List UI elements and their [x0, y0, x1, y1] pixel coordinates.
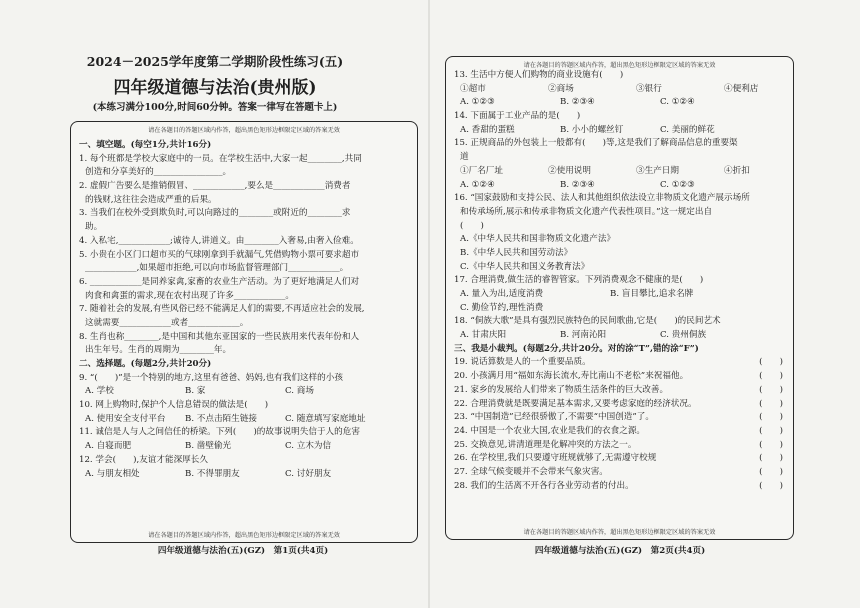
option-choice: B. ②③④ [560, 179, 595, 190]
answer-frame-right [445, 56, 794, 540]
judgement-question [454, 439, 785, 453]
question-line: 15. 正规商品的外包装上一般都有( )等,这是我们了解商品信息的重要渠 [454, 138, 738, 149]
answer-options [79, 440, 409, 454]
questions-right [454, 69, 785, 493]
answer-bracket: ( ) [759, 384, 783, 395]
option-choice: C. 立木为信 [285, 441, 332, 452]
option-choice: A. 甘肃庆阳 [460, 330, 507, 341]
judgement-question [454, 370, 785, 384]
option-choice: ①超市 [460, 83, 486, 94]
judgement-question [454, 398, 785, 412]
judgement-text: 28. 我们的生活离不开各行各业劳动者的付出。 [454, 480, 634, 491]
judgement-text: 23. “中国制造”已经很骄傲了,不需要“中国创造”了。 [454, 412, 654, 423]
answer-bracket: ( ) [759, 453, 783, 464]
option-choice: ②使用说明 [548, 165, 591, 176]
option-choice: A. ①②④ [460, 179, 495, 190]
option-choice: C. 贵州侗族 [660, 330, 707, 341]
question-line: 13. 生活中方便人们购物的商业设施有( ) [454, 70, 624, 80]
judgement-text: 27. 全球气候变暖并不会带来气象灾害。 [454, 466, 608, 477]
question-line: C.《中华人民共和国义务教育法》 [460, 261, 590, 272]
question-line: 5. 小贵在小区门口超市买的气球刚拿到手就漏气,凭借购物小票可要求超市 [79, 249, 360, 260]
judgement-question [454, 466, 785, 480]
answer-bracket: ( ) [759, 466, 783, 477]
question-line: 8. 生肖也称________,是中国和其他东亚国家的一些民族用来代表年份和人 [79, 331, 360, 342]
option-choice: B. 家 [185, 386, 206, 397]
option-choice: C. 商场 [285, 386, 314, 397]
notice-bottom-right: 请在各题目的答题区域内作答，超出黑色矩形边框限定区域的答案无效 [523, 529, 716, 536]
judgement-text: 20. 小孩满月用“福如东海长流水,寿比南山不老松”来祝福他。 [454, 371, 689, 382]
page-footer-right: 四年级道德与法治(五)(GZ) 第2页(共4页) [534, 546, 706, 556]
answer-bracket: ( ) [759, 480, 783, 491]
notice-bottom-left: 请在各题目的答题区域内作答，超出黑色矩形边框限定区域的答案无效 [148, 532, 340, 539]
exam-subject-title: 四年级道德与法治(贵州版) [113, 78, 317, 98]
option-choice: ③银行 [636, 83, 662, 94]
judgement-text: 25. 交换意见,讲清道理是化解冲突的方法之一。 [454, 439, 637, 450]
option-choice: B. 盲目攀比,追求名牌 [610, 289, 694, 299]
option-choice: A. 自寝而肥 [85, 441, 132, 452]
judgement-question [454, 356, 785, 370]
question-line: 助。 [85, 222, 103, 233]
option-choice: A. 香甜的蛋糕 [460, 124, 515, 135]
question-line: 出生年号。生肖的周期为________年。 [85, 345, 232, 356]
option-choice: B. 小小的螺丝钉 [560, 124, 624, 135]
page-footer-left: 四年级道德与法治(五)(GZ) 第1页(共4页) [157, 546, 329, 556]
answer-options [454, 83, 785, 97]
section-heading: 三、我是小裁判。(每题2分,共计20分。对的涂“T”,错的涂“F”) [454, 343, 699, 354]
question-line: 14. 下面属于工业产品的是( ) [454, 111, 581, 122]
question-line: 这就需要____________或者____________。 [85, 317, 249, 328]
option-choice: ③生产日期 [636, 165, 679, 176]
question-line: 10. 网上购物时,保护个人信息错误的做法是( ) [79, 400, 269, 411]
page-right [430, 0, 860, 608]
option-choice: ④便利店 [724, 83, 759, 94]
notice-top-right: 请在各题目的答题区域内作答，超出黑色矩形边框限定区域的答案无效 [523, 62, 716, 69]
option-choice: C. ①②③ [660, 179, 695, 190]
answer-options [454, 288, 785, 302]
answer-bracket: ( ) [759, 371, 783, 382]
question-line: 和传承场所,展示和传承非物质文化遗产代表性项目。”这一规定出自 [460, 206, 713, 217]
judgement-text: 24. 中国是一个农业大国,农业是我们的衣食之源。 [454, 425, 646, 436]
question-line: 12. 学会( ),友谊才能深厚长久 [79, 454, 208, 465]
question-line: 2. 虚假广告要么是推销假冒、____________,要么是____________消费者 [79, 181, 351, 192]
answer-options [79, 468, 409, 482]
judgement-question [454, 452, 785, 466]
question-line: ( ) [460, 220, 484, 231]
answer-options [454, 179, 785, 193]
option-choice: B. 不得罪朋友 [185, 468, 240, 479]
judgement-text: 21. 家乡的发展给人们带来了物质生活条件的巨大改善。 [454, 384, 669, 395]
question-line: 1. 每个班都是学校大家庭中的一员。在学校生活中,大家一起________,共同 [79, 153, 362, 164]
answer-options [454, 165, 785, 179]
question-line: 创造和分享美好的________________。 [85, 167, 232, 178]
option-choice: B. 不点击陌生链接 [185, 413, 257, 424]
answer-bracket: ( ) [759, 439, 783, 450]
option-choice: C. ①②④ [660, 97, 695, 108]
question-line: 18. “侗族大歌”是具有强烈民族特色的民间歌曲,它是( )的民间艺术 [454, 316, 721, 327]
answer-bracket: ( ) [759, 357, 783, 368]
answer-bracket: ( ) [759, 425, 783, 436]
judgement-text: 22. 合理消费就是既要满足基本需求,又要考虑家庭的经济状况。 [454, 398, 697, 409]
answer-options [454, 329, 785, 343]
question-line: 6. ____________是同养家禽,家畜的农业生产活动。为了更好地满足人们对 [79, 276, 360, 287]
option-choice: C. 讨好朋友 [285, 468, 332, 479]
answer-options [79, 413, 409, 427]
answer-options [454, 124, 785, 138]
question-line: 3. 当我们在校外受到欺负时,可以向路过的________或附近的________求 [79, 208, 351, 219]
judgement-question [454, 425, 785, 439]
judgement-text: 26. 在学校里,我们只要遵守班规就够了,无需遵守校规 [454, 453, 657, 464]
option-choice: ②商场 [548, 83, 574, 94]
judgement-question [454, 411, 785, 425]
option-choice: A. ①②③ [460, 97, 495, 108]
questions-left [79, 139, 409, 481]
option-choice: ④折扣 [724, 165, 750, 176]
section-heading: 一、填空题。(每空1分,共计16分) [79, 140, 212, 150]
question-line: ____________,如果超市拒绝,可以向市场监督管理部门____________。 [85, 263, 349, 274]
answer-frame-left [70, 121, 418, 543]
notice-top-left: 请在各题目的答题区域内作答，超出黑色矩形边框限定区域的答案无效 [148, 127, 340, 134]
question-line: 的钱财,这往往会造成严重的后果。 [85, 194, 217, 205]
question-line: 肉食和禽蛋的需求,现在农村出现了许多____________。 [85, 290, 294, 301]
judgement-question [454, 384, 785, 398]
option-choice: A. 使用安全支付平台 [85, 413, 166, 424]
judgement-text: 19. 说话算数是人的一个重要品质。 [454, 357, 591, 368]
option-choice: A. 量入为出,适度消费 [460, 289, 544, 299]
judgement-question [454, 480, 785, 494]
option-choice: C. 美丽的鲜花 [660, 124, 715, 135]
question-line: 9. “( )”是一个特别的地方,这里有爸爸、妈妈,也有我们这样的小孩 [79, 372, 343, 383]
answer-options [79, 385, 409, 399]
question-line: C. 勤俭节约,理性消费 [460, 302, 544, 313]
question-line: A.《中华人民共和国非物质文化遗产法》 [460, 234, 616, 245]
exam-instructions: (本练习满分100分,时间60分钟。答案一律写在答题卡上) [92, 102, 338, 113]
question-line: 11. 诚信是人与人之间信任的桥梁。下列( )的故事说明失信于人的危害 [79, 427, 360, 438]
question-line: 16. “国家鼓励和支持公民、法人和其他组织依法设立非物质文化遗产展示场所 [454, 193, 750, 204]
question-line: B.《中华人民共和国劳动法》 [460, 247, 573, 258]
option-choice: A. 学校 [85, 386, 114, 397]
option-choice: ①厂名厂址 [460, 165, 503, 176]
option-choice: C. 随意填写家庭地址 [285, 413, 366, 424]
answer-options [454, 96, 785, 110]
option-choice: A. 与朋友相处 [85, 468, 140, 479]
answer-bracket: ( ) [759, 412, 783, 423]
section-heading: 二、选择题。(每题2分,共计20分) [79, 359, 212, 369]
question-line: 17. 合理消费,做生活的睿智管家。下列消费观念不健康的是( ) [454, 275, 704, 286]
question-line: 7. 随着社会的发展,有些风俗已经不能满足人们的需要,不再适应社会的发展, [79, 304, 365, 315]
question-line: 4. 入私宅,____________;诚待人,讲道义。由________入奢易,由奢入俭难。 [79, 235, 359, 246]
option-choice: B. ②③④ [560, 97, 595, 108]
question-line: 道 [460, 152, 469, 163]
exam-year-title: 2024－2025学年度第二学期阶段性练习(五) [86, 54, 344, 69]
option-choice: B. 河南沁阳 [560, 330, 607, 341]
answer-bracket: ( ) [759, 398, 783, 409]
option-choice: B. 凿壁偷光 [185, 441, 232, 452]
